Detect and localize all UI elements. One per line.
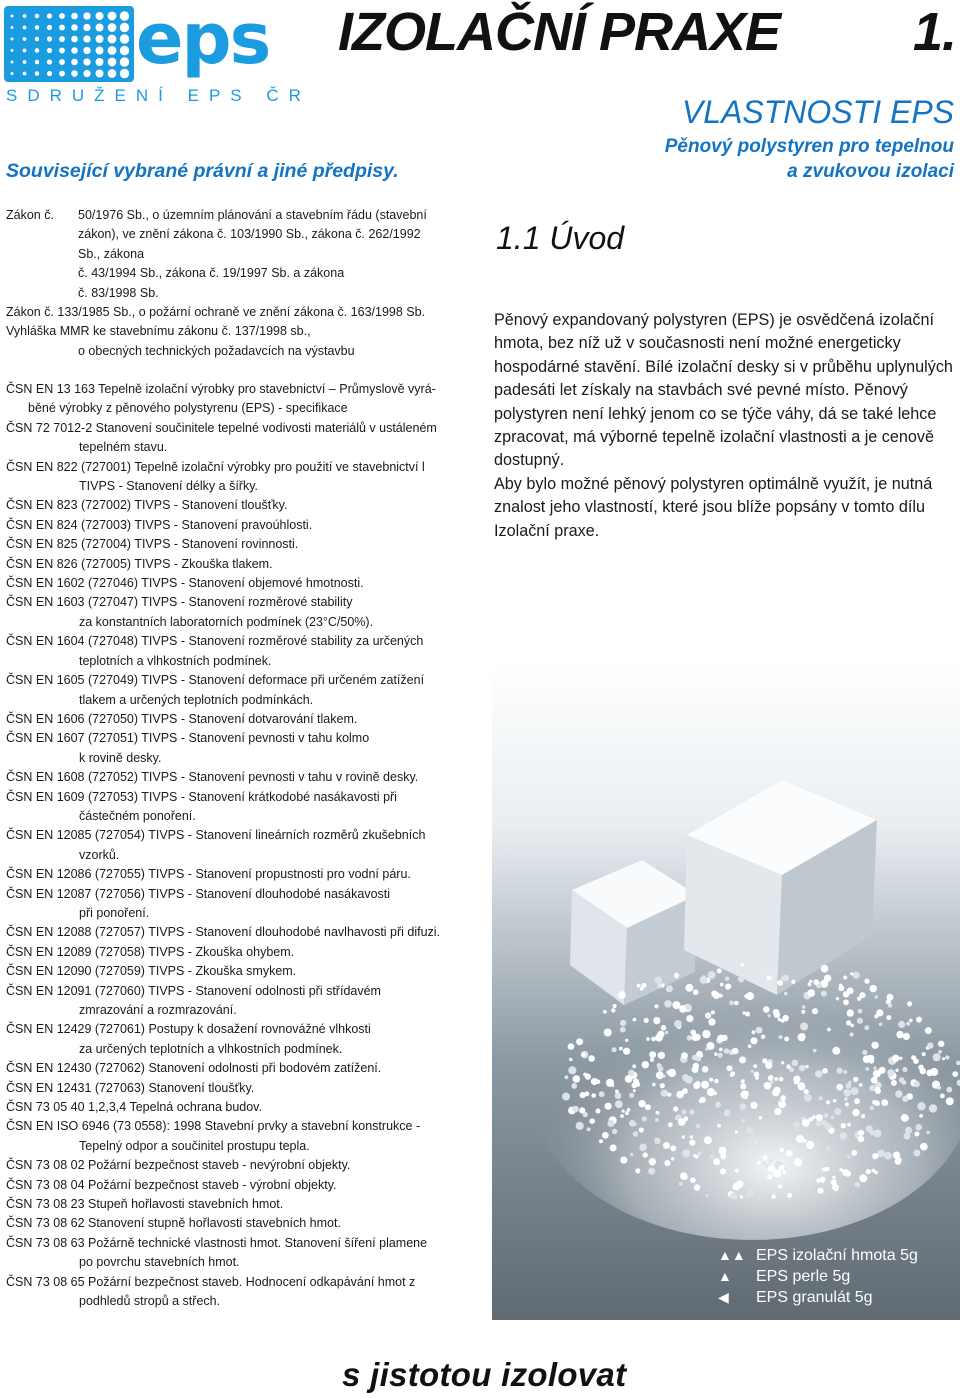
standard-item (6, 710, 484, 729)
standard-title: ČSN EN 12085 (727054) TIVPS - Stanovení lineárních rozměrů zkušebních (6, 828, 426, 843)
law-line: č. 43/1994 Sb., zákona č. 19/1997 Sb. a zákona (78, 266, 345, 281)
footer-slogan: s jistotou izolovat (342, 1356, 627, 1393)
standards-list (6, 380, 484, 1312)
standard-continuation: vzorků. (79, 847, 120, 862)
law-line: o obecných technických požadavcích na výstavbu (78, 343, 355, 358)
intro-text (494, 309, 956, 543)
standard-title: ČSN EN 13 163 Tepelně izolační výrobky pro stavebnictví – Průmyslově vyrá- (6, 382, 436, 396)
standard-item (6, 768, 484, 787)
regulations-heading: Související vybrané právní a jiné předpisy. (6, 160, 399, 182)
section-subtitle-line-2: a zvukovou izolaci (787, 161, 954, 182)
standard-continuation: Tepelný odpor a součinitel prostupu tepla. (79, 1138, 310, 1153)
standard-item (6, 865, 484, 884)
standard-continuation: k rovině desky. (79, 750, 162, 765)
standard-continuation: TIVPS - Stanovení délky a šířky. (79, 479, 259, 494)
standard-title: ČSN EN 12091 (727060) TIVPS - Stanovení odolnosti při střídavém (6, 983, 381, 998)
standard-item (6, 1156, 484, 1175)
standard-item (6, 574, 484, 593)
law-label: Zákon č. (6, 208, 54, 222)
section-subtitle-line-1: Pěnový polystyren pro tepelnou (664, 136, 954, 157)
legend-marker-icon: ▲▲ (718, 1247, 746, 1263)
legend-label: EPS izolační hmota 5g (756, 1247, 918, 1264)
standard-item (6, 982, 484, 1021)
section-subtitle (665, 134, 954, 184)
standard-item (6, 729, 484, 768)
standard-item (6, 1098, 484, 1117)
standard-item (6, 516, 484, 535)
standard-item (6, 885, 484, 924)
standard-continuation: teplotních a vlhkostních podmínek. (79, 653, 272, 668)
standard-title: ČSN EN 826 (727005) TIVPS - Zkouška tlakem. (6, 556, 273, 571)
standard-title: ČSN EN 12089 (727058) TIVPS - Zkouška ohybem. (6, 944, 295, 959)
standard-item (6, 1273, 484, 1312)
standard-title: ČSN EN 12090 (727059) TIVPS - Zkouška smykem. (6, 964, 297, 979)
standard-title: ČSN 72 7012-2 Stanovení součinitele tepelné vodivosti materiálů v ustáleném (6, 420, 437, 435)
standard-title: ČSN EN 12429 (727061) Postupy k dosažení rovnovážné vlhkosti (6, 1022, 371, 1037)
page-title (338, 0, 958, 64)
standard-item (6, 496, 484, 515)
standard-title: ČSN 73 08 65 Požární bezpečnost staveb. Hodnocení odkapávání hmot z (6, 1274, 416, 1289)
standard-title: ČSN EN 1604 (727048) TIVPS - Stanovení rozměrové stability za určených (6, 634, 424, 649)
legend-item (718, 1266, 918, 1287)
standard-item (6, 671, 484, 710)
standard-item (6, 593, 484, 632)
standard-item (6, 632, 484, 671)
laws-list (6, 206, 484, 361)
logo-tagline: SDRUŽENÍ EPS ČR (6, 86, 311, 105)
eps-logo (4, 0, 311, 106)
legend-marker-icon: ▲ (718, 1268, 732, 1284)
standard-title: ČSN EN 1608 (727052) TIVPS - Stanovení pevnosti v tahu v rovině desky. (6, 770, 419, 785)
standard-title: ČSN EN 1609 (727053) TIVPS - Stanovení krátkodobé nasákavosti při (6, 789, 397, 804)
logo-wordmark: eps (136, 0, 270, 80)
standard-continuation: po povrchu stavebních hmot. (79, 1255, 240, 1270)
eps-photo-illustration (492, 660, 960, 1320)
standard-item (6, 1214, 484, 1233)
intro-paragraph-1: Pěnový expandovaný polystyren (EPS) je osvědčená izolační hmota, bez níž už v současnosti není možné energeticky hospodárné stavění. Bílé izolační desky si v průběhu uplynulých padesáti let získaly na stavbách své pevné místo. Pěnový polystyren není lehký jenom co se týče váhy, dá se také lehce zpracovat, má výborné tepelně izolační vlastnosti a je cenově dostupný. (494, 311, 953, 470)
standard-title: ČSN EN 1606 (727050) TIVPS - Stanovení dotvarování tlakem. (6, 711, 358, 726)
law-line: 50/1976 Sb., o územním plánování a stavebním řádu (stavební (78, 208, 427, 222)
standard-title: ČSN 73 08 04 Požární bezpečnost staveb - výrobní objekty. (6, 1177, 337, 1192)
law-line: č. 83/1998 Sb. (78, 285, 159, 300)
standard-continuation: za konstantních laboratorních podmínek (23°C/50%). (79, 614, 374, 629)
standard-title: ČSN EN 825 (727004) TIVPS - Stanovení rovinnosti. (6, 537, 299, 552)
standard-continuation: při ponoření. (79, 905, 150, 920)
photo-legend (718, 1245, 918, 1308)
standard-item (6, 1176, 484, 1195)
standard-item (6, 1020, 484, 1059)
standard-continuation: tepelném stavu. (79, 440, 168, 455)
standard-title: ČSN EN 824 (727003) TIVPS - Stanovení pravoúhlosti. (6, 517, 313, 532)
standard-item (6, 535, 484, 554)
standard-item (6, 1234, 484, 1273)
standard-title: ČSN EN 823 (727002) TIVPS - Stanovení tloušťky. (6, 498, 288, 513)
standard-title: ČSN EN ISO 6946 (73 0558): 1998 Stavební prvky a stavební konstrukce - (6, 1119, 421, 1134)
standard-item (6, 788, 484, 827)
standard-continuation: běné výrobky z pěnového polystyrenu (EPS) - specifikace (28, 401, 348, 416)
legend-label: EPS perle 5g (756, 1268, 851, 1285)
standard-continuation: zmrazování a rozmrazování. (79, 1003, 237, 1017)
standard-title: ČSN EN 12431 (727063) Stanovení tloušťky. (6, 1080, 255, 1095)
intro-heading: 1.1 Úvod (496, 220, 625, 256)
standard-item (6, 962, 484, 981)
standard-item (6, 380, 484, 419)
law-item (6, 206, 484, 303)
standard-title: ČSN EN 1602 (727046) TIVPS - Stanovení objemové hmotnosti. (6, 576, 364, 591)
standard-continuation: tlakem a určených teplotních podmínkách. (79, 692, 314, 707)
standard-item (6, 1059, 484, 1078)
standard-title: ČSN 73 08 02 Požární bezpečnost staveb - nevýrobní objekty. (6, 1158, 351, 1173)
standard-title: ČSN 73 08 62 Stanovení stupně hořlavosti stavebních hmot. (6, 1216, 341, 1231)
legend-marker-icon: ◀ (718, 1289, 729, 1305)
logo-dots-icon (4, 6, 134, 82)
standard-continuation: podhledů stropů a střech. (79, 1294, 221, 1309)
law-line: Vyhláška MMR ke stavebnímu zákonu č. 137/1998 sb., (6, 324, 311, 339)
standard-title: ČSN EN 1607 (727051) TIVPS - Stanovení pevnosti v tahu kolmo (6, 731, 370, 746)
standard-item (6, 1079, 484, 1098)
intro-paragraph-2: Aby bylo možné pěnový polystyren optimálně využít, je nutná znalost jeho vlastností, které jsou blíže popsány v tomto dílu Izolační praxe. (494, 474, 933, 540)
standard-item (6, 1117, 484, 1156)
standard-item (6, 458, 484, 497)
standard-title: ČSN 73 08 23 Stupeň hořlavosti stavebních hmot. (6, 1197, 284, 1212)
standard-item (6, 419, 484, 458)
standard-continuation: částečném ponoření. (79, 808, 196, 823)
standard-title: ČSN EN 12430 (727062) Stanovení odolnosti při bodovém zatížení. (6, 1061, 382, 1076)
standard-item (6, 1195, 484, 1214)
standard-title: ČSN 73 08 63 Požárně technické vlastnosti hmot. Stanovení šíření plamene (6, 1235, 428, 1250)
standard-title: ČSN EN 12086 (727055) TIVPS - Stanovení propustnosti pro vodní páru. (6, 867, 411, 882)
standard-title: ČSN EN 12087 (727056) TIVPS - Stanovení dlouhodobé nasákavosti (6, 886, 391, 901)
standard-item (6, 923, 484, 942)
standard-title: ČSN EN 1603 (727047) TIVPS - Stanovení rozměrové stability (6, 595, 353, 610)
standard-title: ČSN EN 12088 (727057) TIVPS - Stanovení dlouhodobé navlhavosti při difuzi. (6, 925, 441, 940)
law-line: Sb., zákona (78, 246, 145, 261)
law-line: zákon), ve znění zákona č. 103/1990 Sb., zákona č. 262/1992 (78, 227, 421, 242)
law-line: Zákon č. 133/1985 Sb., o požární ochraně ve znění zákona č. 163/1998 Sb. (6, 305, 426, 320)
legend-item (718, 1287, 918, 1308)
standard-title: ČSN EN 1605 (727049) TIVPS - Stanovení deformace při určeném zatížení (6, 673, 425, 688)
standard-continuation: za určených teplotních a vlhkostních podmínek. (79, 1041, 343, 1056)
section-title: VLASTNOSTI EPS (681, 94, 954, 130)
page-title-text: IZOLAČNÍ PRAXE (338, 2, 781, 62)
legend-item (718, 1245, 918, 1266)
standard-title: ČSN EN 822 (727001) Tepelně izolační výrobky pro použití ve stavebnictví l (6, 459, 425, 474)
law-item (6, 322, 484, 361)
eps-product-photo (492, 660, 960, 1320)
standard-item (6, 555, 484, 574)
standard-item (6, 943, 484, 962)
standard-title: ČSN 73 05 40 1,2,3,4 Tepelná ochrana budov. (6, 1100, 262, 1115)
law-item (6, 303, 484, 322)
page-number: 1. (912, 2, 956, 62)
legend-label: EPS granulát 5g (756, 1289, 873, 1306)
standard-item (6, 826, 484, 865)
